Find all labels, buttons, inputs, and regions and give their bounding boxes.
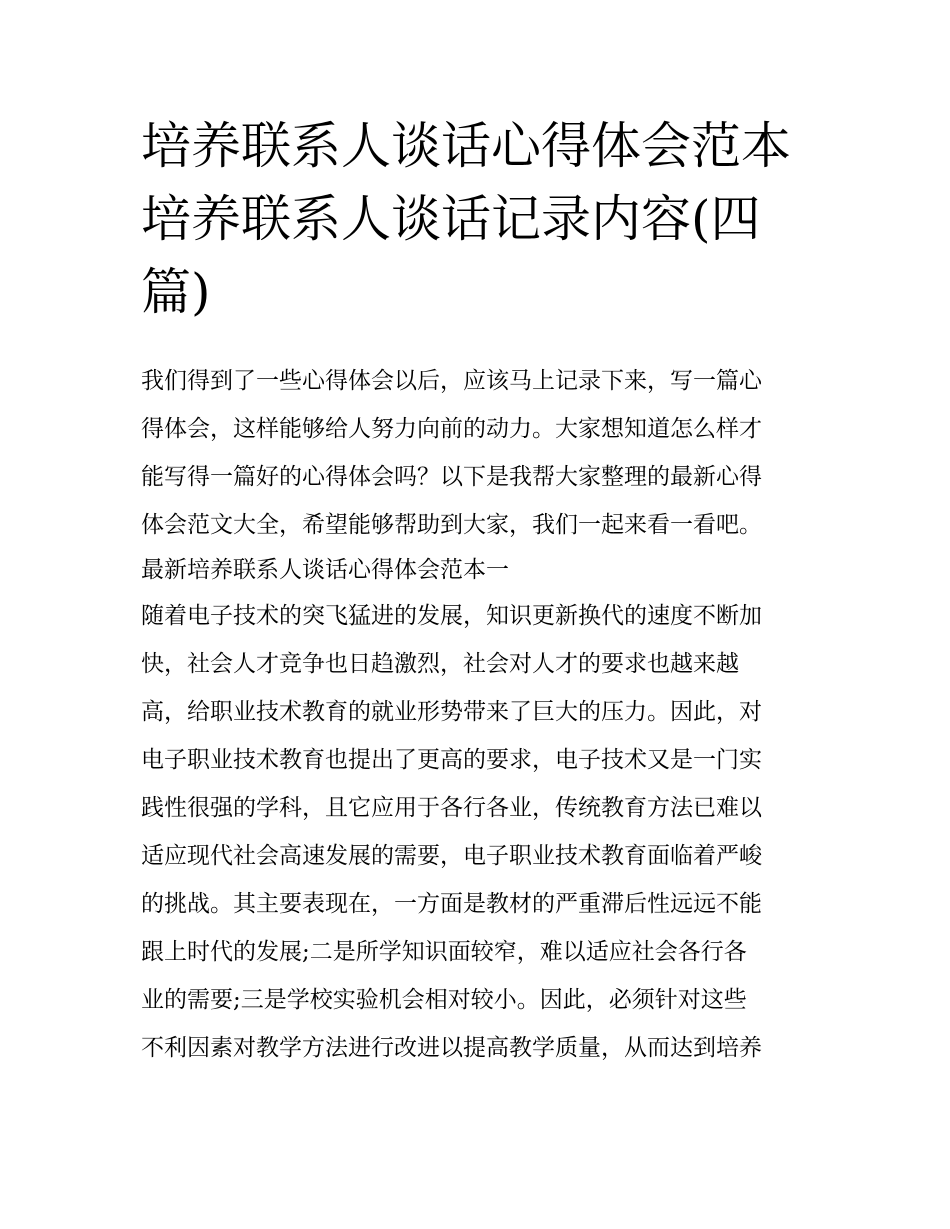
intro-paragraph-line: 得体会，这样能够给人努力向前的动力。大家想知道怎么样才	[141, 416, 762, 442]
section-paragraph-line: 不利因素对教学方法进行改进以提高教学质量，从而达到培养	[141, 1035, 762, 1061]
section-paragraph-line: 随着电子技术的突飞猛进的发展，知识更新换代的速度不断加	[141, 603, 762, 629]
section-paragraph-line: 适应现代社会高速发展的需要，电子职业技术教育面临着严峻	[141, 843, 762, 869]
section-paragraph-line: 电子职业技术教育也提出了更高的要求，电子技术又是一门实	[141, 747, 762, 773]
section-heading: 最新培养联系人谈话心得体会范本一	[141, 557, 509, 583]
document-body	[141, 357, 821, 1072]
intro-paragraph-line: 体会范文大全，希望能够帮助到大家，我们一起来看一看吧。	[141, 512, 762, 538]
intro-paragraph-line: 我们得到了一些心得体会以后，应该马上记录下来，写一篇心	[141, 368, 762, 394]
section-paragraph-line: 高，给职业技术教育的就业形势带来了巨大的压力。因此，对	[141, 699, 762, 725]
section-paragraph-line: 跟上时代的发展;二是所学知识面较窄，难以适应社会各行各	[141, 939, 747, 965]
section-paragraph-line: 业的需要;三是学校实验机会相对较小。因此，必须针对这些	[141, 987, 747, 1013]
section-paragraph-line: 践性很强的学科，且它应用于各行各业，传统教育方法已难以	[141, 795, 762, 821]
section-paragraph-line: 的挑战。其主要表现在，一方面是教材的严重滞后性远远不能	[141, 891, 762, 917]
intro-paragraph-line: 能写得一篇好的心得体会吗？以下是我帮大家整理的最新心得	[141, 464, 762, 490]
document-title	[141, 110, 821, 329]
title-line: 培养联系人谈话记录内容(四	[141, 190, 761, 248]
title-line: 培养联系人谈话心得体会范本	[141, 117, 791, 175]
section-paragraph-line: 快，社会人才竞争也日趋激烈，社会对人才的要求也越来越	[141, 651, 739, 677]
title-line: 篇)	[141, 263, 211, 321]
